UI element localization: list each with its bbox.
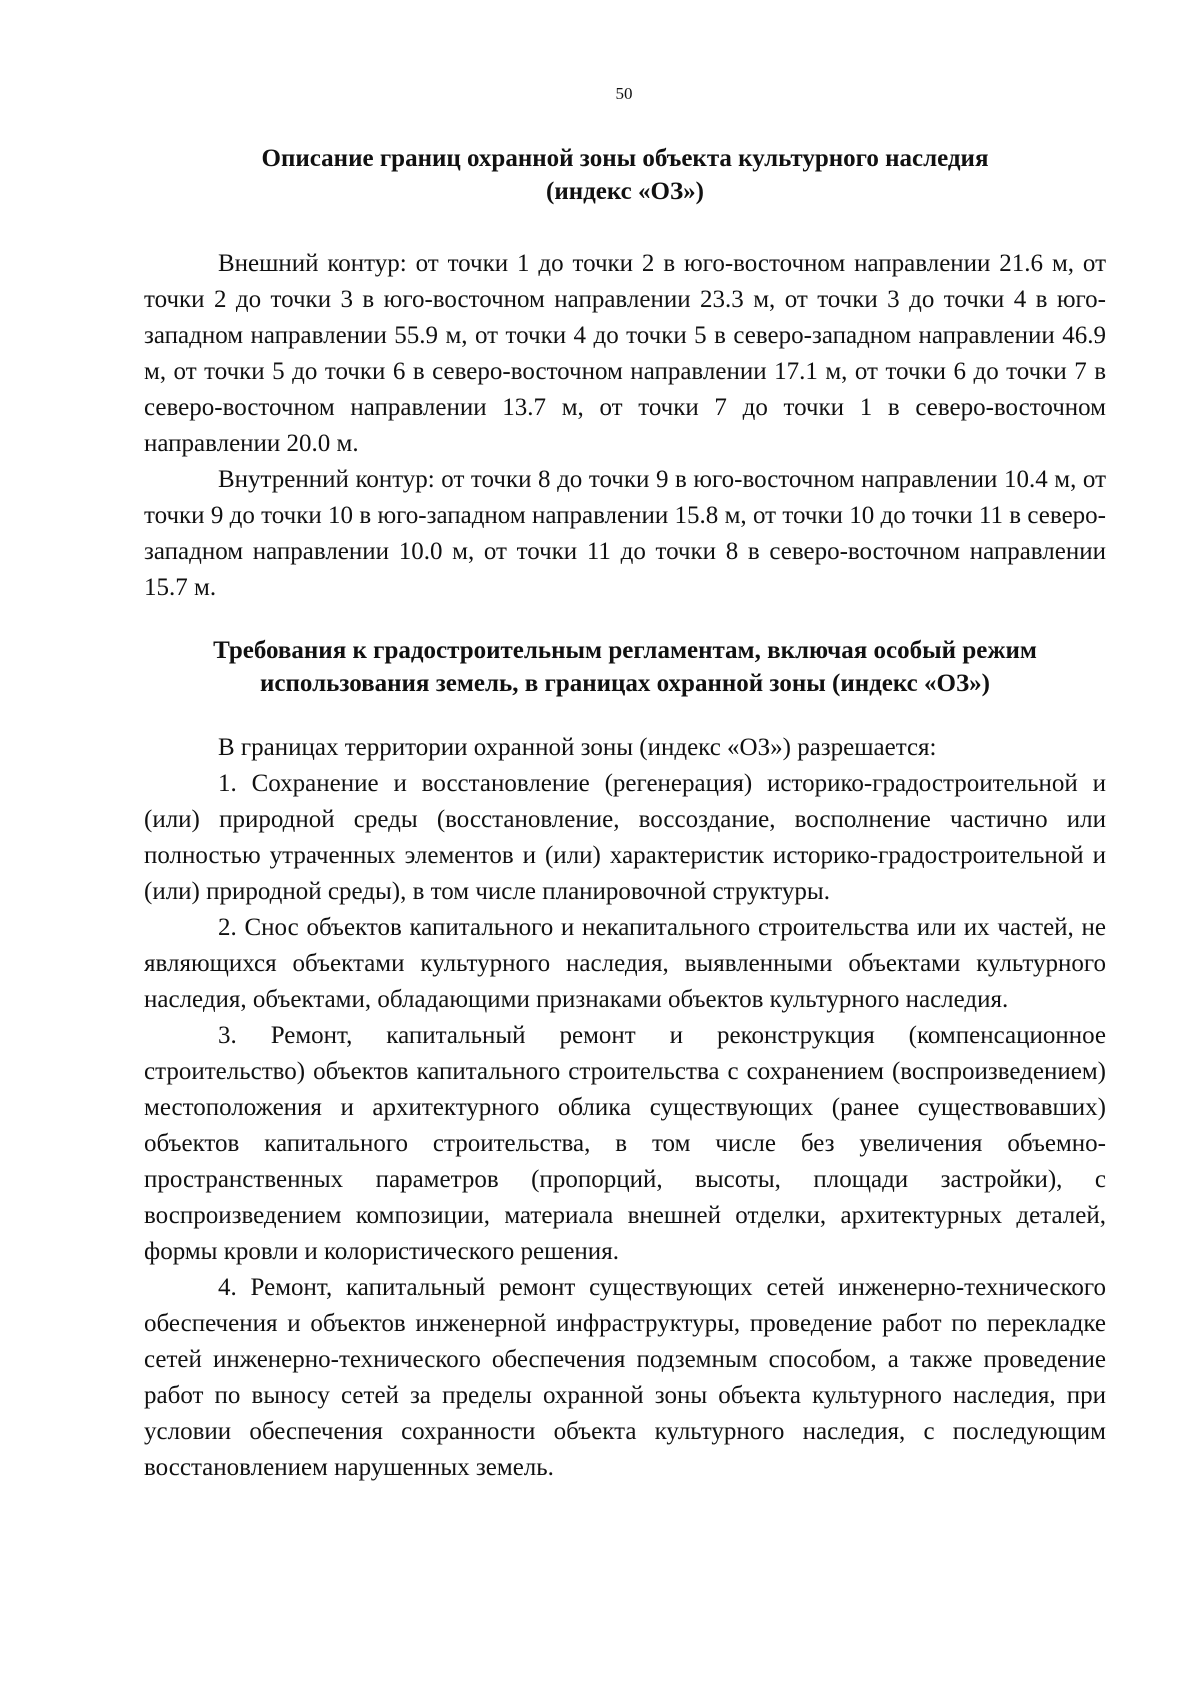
section-title-line: Требования к градостроительным регламентам, включая особый режим — [213, 637, 1037, 664]
requirements-list — [144, 730, 1106, 1486]
section-title-requirements — [144, 634, 1106, 700]
list-item: 4. Ремонт, капитальный ремонт существующих сетей инженерно-технического обеспечения и объектов инженерной инфраструктуры, проведение работ по перекладке сетей инженерно-технического обеспечения подземным способом, а также проведение работ по выносу сетей за пределы охранной зоны объекта культурного наследия, при условии обеспечения сохранности объекта культурного наследия, с последующим восстановлением нарушенных земель. — [144, 1274, 1106, 1481]
list-item: 3. Ремонт, капитальный ремонт и реконструкция (компенсационное строительство) объектов капитального строительства с сохранением (воспроизведением) местоположения и архитектурного облика существующих (ранее существовавших) объектов капитального строительства, в том числе без увеличения объемно-пространственных параметров (пропорций, высоты, площади застройки), с воспроизведением композиции, материала внешней отделки, архитектурных деталей, формы кровли и колористического решения. — [144, 1022, 1106, 1265]
inner-contour-paragraph: Внутренний контур: от точки 8 до точки 9 в юго-восточном направлении 10.4 м, от точки 9 до точки 10 в юго-западном направлении 15.8 м, от точки 10 до точки 11 в северо-западном направлении 10.0 м, от точки 11 до точки 8 в северо-восточном направлении 15.7 м. — [144, 466, 1106, 601]
boundaries-description — [144, 246, 1106, 606]
page-content — [144, 142, 1106, 1486]
page-number: 50 — [615, 84, 633, 103]
list-item: 2. Снос объектов капитального и некапитального строительства или их частей, не являющихся объектами культурного наследия, выявленными объектами культурного наследия, объектами, обладающими признаками объектов культурного наследия. — [144, 914, 1106, 1013]
section-title-boundaries — [144, 142, 1106, 208]
outer-contour-paragraph: Внешний контур: от точки 1 до точки 2 в юго-восточном направлении 21.6 м, от точки 2 до точки 3 в юго-восточном направлении 23.3 м, от точки 3 до точки 4 в юго-западном направлении 55.9 м, от точки 4 до точки 5 в северо-западном направлении 46.9 м, от точки 5 до точки 6 в северо-восточном направлении 17.1 м, от точки 6 до точки 7 в северо-восточном направлении 13.7 м, от точки 7 до точки 1 в северо-восточном направлении 20.0 м. — [144, 250, 1106, 457]
section-title-line: (индекс «ОЗ») — [546, 178, 704, 205]
requirements-intro: В границах территории охранной зоны (индекс «ОЗ») разрешается: — [218, 734, 937, 761]
section-title-line: Описание границ охранной зоны объекта культурного наследия — [261, 145, 989, 172]
section-title-line: использования земель, в границах охранной зоны (индекс «ОЗ») — [260, 670, 990, 697]
list-item: 1. Сохранение и восстановление (регенерация) историко-градостроительной и (или) природной среды (восстановление, воссоздание, восполнение частично или полностью утраченных элементов и (или) характеристик историко-градостроительной и (или) природной среды), в том числе планировочной структуры. — [144, 770, 1106, 905]
